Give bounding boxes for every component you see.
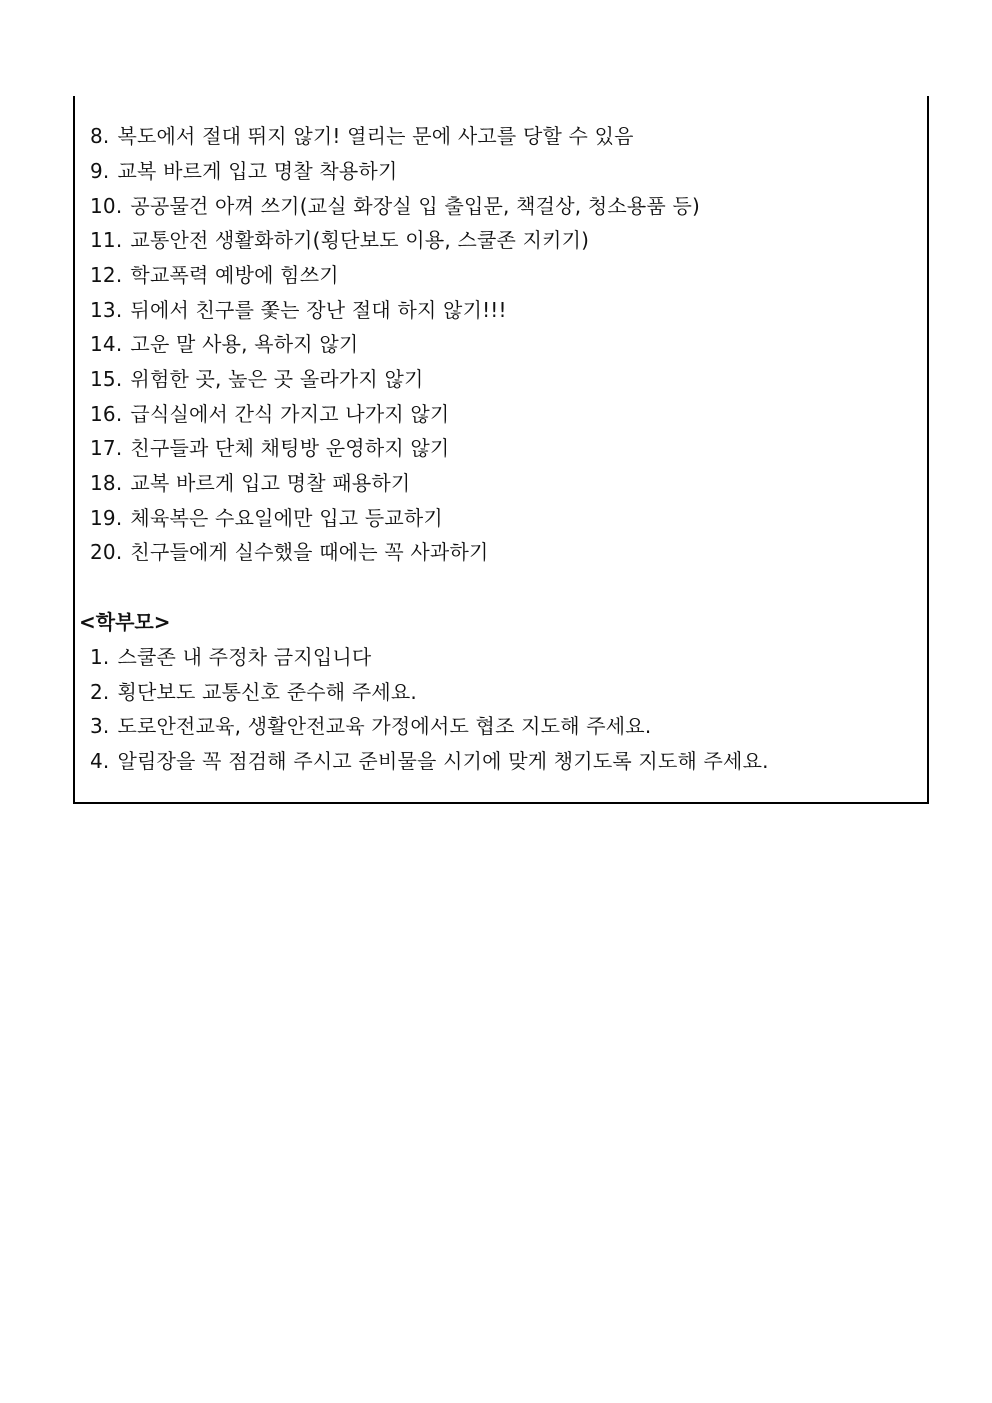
rule-item: 19. 체육복은 수요일에만 입고 등교하기 bbox=[90, 506, 443, 530]
rule-item: 14. 고운 말 사용, 욕하지 않기 bbox=[90, 332, 359, 356]
parent-item: 2. 횡단보도 교통신호 준수해 주세요. bbox=[90, 680, 417, 704]
rule-item: 16. 급식실에서 간식 가지고 나가지 않기 bbox=[90, 402, 450, 426]
parent-item: 4. 알림장을 꼭 점검해 주시고 준비물을 시기에 맞게 챙기도록 지도해 주세요. bbox=[90, 749, 769, 773]
parent-item: 3. 도로안전교육, 생활안전교육 가정에서도 협조 지도해 주세요. bbox=[90, 714, 652, 738]
rule-item: 17. 친구들과 단체 채팅방 운영하지 않기 bbox=[90, 436, 450, 460]
rule-item: 20. 친구들에게 실수했을 때에는 꼭 사과하기 bbox=[90, 540, 489, 564]
rule-item: 15. 위험한 곳, 높은 곳 올라가지 않기 bbox=[90, 367, 424, 391]
rule-item: 9. 교복 바르게 입고 명찰 착용하기 bbox=[90, 159, 398, 183]
rule-item: 12. 학교폭력 예방에 힘쓰기 bbox=[90, 263, 339, 287]
rule-item: 13. 뒤에서 친구를 쫓는 장난 절대 하지 않기!!! bbox=[90, 298, 507, 322]
rule-item: 11. 교통안전 생활화하기(횡단보도 이용, 스쿨존 지키기) bbox=[90, 228, 590, 252]
rule-item: 8. 복도에서 절대 뛰지 않기! 열리는 문에 사고를 당할 수 있음 bbox=[90, 124, 634, 148]
parent-item: 1. 스쿨존 내 주정차 금지입니다 bbox=[90, 645, 372, 669]
rules-box bbox=[73, 96, 929, 804]
rule-item: 18. 교복 바르게 입고 명찰 패용하기 bbox=[90, 471, 411, 495]
rule-item: 10. 공공물건 아껴 쓰기(교실 화장실 입 출입문, 책걸상, 청소용품 등) bbox=[90, 194, 701, 218]
parents-heading: <학부모> bbox=[79, 610, 171, 634]
